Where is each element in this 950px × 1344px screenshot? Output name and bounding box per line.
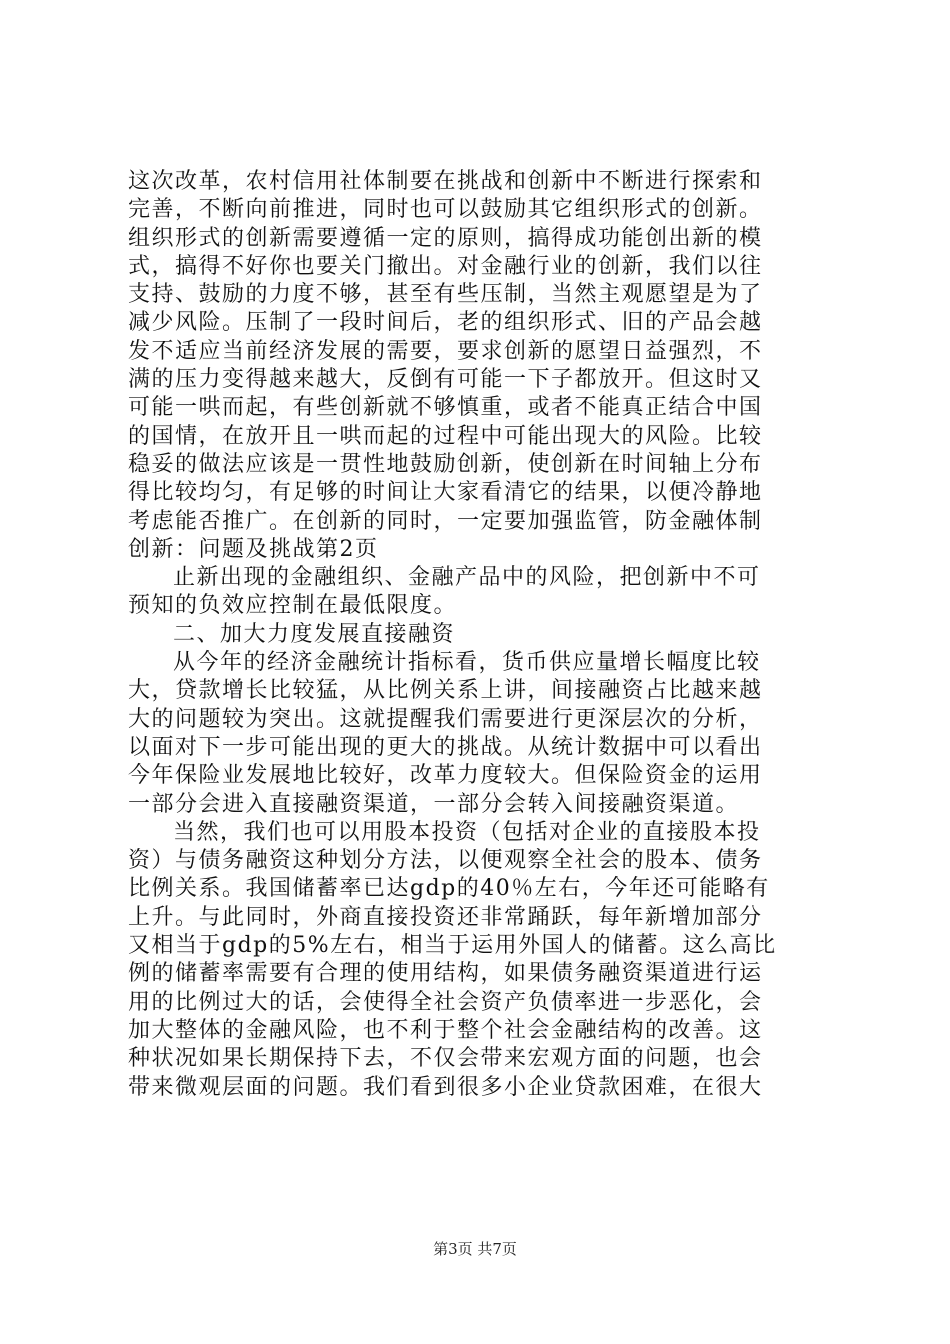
text-line: 加大整体的金融风险，也不利于整个社会金融结构的改善。这 (128, 1017, 763, 1043)
text-line: 减少风险。压制了一段时间后，老的组织形式、旧的产品会越 (128, 310, 763, 336)
text-line: 完善，不断向前推进，同时也可以鼓励其它组织形式的创新。 (128, 197, 763, 223)
text-line: 又相当于gdp的5%左右，相当于运用外国人的储蓄。这么高比 (128, 933, 777, 959)
text-line: 大，贷款增长比较猛，从比例关系上讲，间接融资占比越来越 (128, 678, 763, 704)
text-line: 带来微观层面的问题。我们看到很多小企业贷款困难，在很大 (128, 1074, 763, 1100)
document-body (128, 168, 834, 1102)
text-line: 预知的负效应控制在最低限度。 (128, 593, 458, 619)
text-line: 支持、鼓励的力度不够，甚至有些压制，当然主观愿望是为了 (128, 282, 763, 308)
text-line: 以面对下一步可能出现的更大的挑战。从统计数据中可以看出 (128, 734, 763, 760)
text-line: 组织形式的创新需要遵循一定的原则，搞得成功能创出新的模 (128, 225, 763, 251)
text-line: 稳妥的做法应该是一贯性地鼓励创新，使创新在时间轴上分布 (128, 451, 763, 477)
text-line: 例的储蓄率需要有合理的使用结构，如果债务融资渠道进行运 (128, 961, 763, 987)
text-line: 满的压力变得越来越大，反倒有可能一下子都放开。但这时又 (128, 367, 763, 393)
text-line: 大的问题较为突出。这就提醒我们需要进行更深层次的分析， (128, 706, 763, 732)
text-line: 今年保险业发展地比较好，改革力度较大。但保险资金的运用 (128, 763, 763, 789)
text-line: 上升。与此同时，外商直接投资还非常踊跃，每年新增加部分 (128, 904, 763, 930)
text-line: 种状况如果长期保持下去，不仅会带来宏观方面的问题，也会 (128, 1046, 763, 1072)
text-line: 这次改革，农村信用社体制要在挑战和创新中不断进行探索和 (128, 169, 763, 194)
text-line: 式，搞得不好你也要关门撤出。对金融行业的创新，我们以往 (128, 253, 763, 279)
text-line: 从今年的经济金融统计指标看，货币供应量增长幅度比较 (173, 650, 761, 676)
text-line: 一部分会进入直接融资渠道，一部分会转入间接融资渠道。 (128, 791, 740, 817)
text-line: 考虑能否推广。在创新的同时，一定要加强监管，防金融体制 (128, 508, 763, 534)
text-line: 止新出现的金融组织、金融产品中的风险，把创新中不可 (173, 565, 761, 591)
text-line: 创新：问题及挑战第2页 (128, 536, 379, 562)
text-line: 发不适应当前经济发展的需要，要求创新的愿望日益强烈，不 (128, 338, 763, 364)
text-line: 当然，我们也可以用股本投资（包括对企业的直接股本投 (173, 819, 761, 845)
text-line: 用的比例过大的话，会使得全社会资产负债率进一步恶化，会 (128, 989, 763, 1015)
page-footer: 第3页 共7页 (433, 1240, 517, 1258)
text-line: 比例关系。我国储蓄率已达gdp的40％左右，今年还可能略有 (128, 876, 770, 902)
text-line: 的国情，在放开且一哄而起的过程中可能出现大的风险。比较 (128, 423, 763, 449)
text-line: 资）与债务融资这种划分方法，以便观察全社会的股本、债务 (128, 848, 763, 874)
text-line: 二、加大力度发展直接融资 (173, 621, 456, 647)
text-line: 得比较均匀，有足够的时间让大家看清它的结果，以便冷静地 (128, 480, 763, 506)
text-line: 可能一哄而起，有些创新就不够慎重，或者不能真正结合中国 (128, 395, 763, 421)
